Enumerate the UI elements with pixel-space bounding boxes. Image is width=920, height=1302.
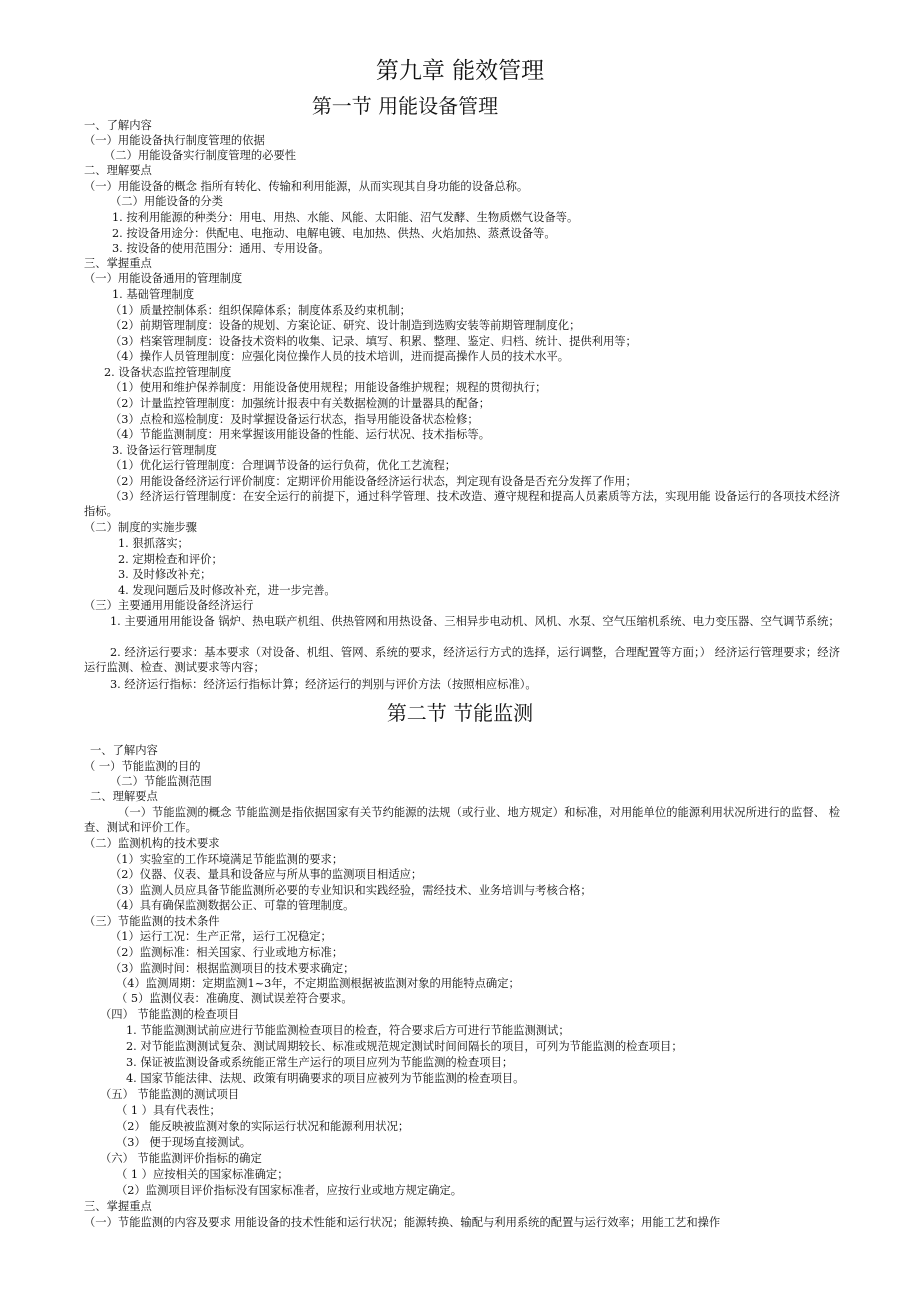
- s2-line: （二）监测机构的技术要求: [84, 837, 220, 850]
- s2-line: （三）节能监测的技术条件: [84, 915, 220, 928]
- s1-line: 3. 按设备的使用范围分：通用、专用设备。: [112, 242, 330, 255]
- s1-paragraph: （3）经济运行管理制度：在安全运行的前提下，通过科学管理、技术改造、遵守规程和提高人员素质等方法，实现用能 设备运行的各项技术经济指标。: [84, 490, 840, 519]
- s2-line: 2. 对节能监测测试复杂、测试周期较长、标准或规范规定测试时间间隔长的项目，可列为节能监测的检查项目；: [126, 1040, 683, 1053]
- s1-line: 3. 及时修改补充；: [118, 568, 212, 581]
- s1-line: （1）使用和维护保养制度：用能设备使用规程；用能设备维护规程；规程的贯彻执行；: [110, 381, 547, 394]
- s1-line: 2. 设备状态监控管理制度: [104, 366, 232, 379]
- s2-heading-understand: 一、了解内容: [90, 744, 158, 757]
- s1-line: （2）前期管理制度：设备的规划、方案论证、研究、设计制造到选购安装等前期管理制度化；: [110, 319, 581, 332]
- s2-paragraph: （一）节能监测的概念 节能监测是指依据国家有关节约能源的法规（或行业、地方规定）和标准，对用能单位的能源利用状况所进行的监督、 检查、测试和评价工作。: [84, 806, 840, 835]
- s2-line: （4）具有确保监测数据公正、可靠的管理制度。: [110, 899, 355, 912]
- s2-line: 4. 国家节能法律、法规、政策有明确要求的项目应被列为节能监测的检查项目。: [126, 1072, 525, 1085]
- s1-paragraph: 2. 经济运行要求：基本要求（对设备、机组、管网、系统的要求，经济运行方式的选择，运行调整，合理配置等方面；） 经济运行管理要求；经济运行监测、检查、测试要求等内容；: [84, 646, 840, 675]
- s1-heading-master: 三、掌握重点: [84, 257, 152, 270]
- s1-line: （一）用能设备执行制度管理的依据: [84, 134, 265, 147]
- s2-line: 1. 节能监测测试前应进行节能监测检查项目的检查，符合要求后方可进行节能监测测试；: [126, 1024, 570, 1037]
- s2-line: （ 5）监测仪表：准确度、测试误差符合要求。: [116, 992, 353, 1005]
- s1-line: （二）制度的实施步骤: [84, 521, 197, 534]
- s2-line: （3） 便于现场直接测试。: [116, 1136, 252, 1149]
- s1-line: （3）档案管理制度：设备技术资料的收集、记录、填写、积累、整理、鉴定、归档、统计、提供利用等；: [110, 335, 637, 348]
- s1-line: 2. 定期检查和评价；: [118, 553, 223, 566]
- s2-line: （2）仪器、仪表、量具和设备应与所从事的监测项目相适应；: [110, 868, 423, 881]
- s2-line: （二）节能监测范围: [110, 775, 212, 788]
- s2-heading-master: 三、掌握重点: [84, 1200, 152, 1213]
- s1-line: （3）点检和巡检制度：及时掌握设备运行状态，指导用能设备状态检修；: [110, 413, 479, 426]
- s2-line: （2）监测标准：相关国家、行业或地方标准；: [110, 946, 344, 959]
- s1-line: 4. 发现问题后及时修改补充，进一步完善。: [118, 584, 336, 597]
- s2-line: （4）监测周期：定期监测1~3年，不定期监测根据被监测对象的用能特点确定；: [116, 977, 520, 990]
- s1-line: 1. 按利用能源的种类分：用电、用热、水能、风能、太阳能、沼气发酵、生物质燃气设备等。: [112, 211, 579, 224]
- s2-line: （一）节能监测的内容及要求 用能设备的技术性能和运行状况；能源转换、输配与利用系统的配置与运行效率；用能工艺和操作: [84, 1216, 721, 1229]
- s2-line: （1）实验室的工作环境满足节能监测的要求；: [110, 853, 344, 866]
- s2-heading-comprehend: 二、理解要点: [90, 790, 158, 803]
- s2-line: （2）监测项目评价指标没有国家标准者，应按行业或地方规定确定。: [116, 1184, 463, 1197]
- s1-line: （二）用能设备的分类: [110, 195, 223, 208]
- s2-line: （3）监测人员应具备节能监测所必要的专业知识和实践经验，需经技术、业务培训与考核合格；: [110, 884, 592, 897]
- s1-paragraph: 1. 主要通用用能设备 锅炉、热电联产机组、供热管网和用热设备、三相异步电动机、风机、水泵、空气压缩机系统、电力变压器、空气调节系统；: [110, 615, 840, 628]
- s1-line: 3. 经济运行指标：经济运行指标计算；经济运行的判别与评价方法（按照相应标准）。: [110, 678, 537, 691]
- s2-line: （ 一）节能监测的目的: [84, 760, 201, 773]
- s2-line: 3. 保证被监测设备或系统能正常生产运行的项目应列为节能监测的检查项目；: [126, 1056, 514, 1069]
- s1-line: 1. 基础管理制度: [112, 288, 195, 301]
- section-2-title: 第二节 节能监测: [386, 701, 534, 725]
- s1-line: （2）计量监控管理制度：加强统计报表中有关数据检测的计量器具的配备；: [110, 397, 490, 410]
- s2-line: （ 1 ）应按相关的国家标准确定；: [116, 1168, 289, 1181]
- s1-line: （4）操作人员管理制度：应强化岗位操作人员的技术培训，进而提高操作人员的技术水平。: [110, 350, 570, 363]
- s2-line: （3）监测时间：根据监测项目的技术要求确定；: [110, 962, 355, 975]
- s1-line: 2. 按设备用途分：供配电、电拖动、电解电镀、电加热、供热、火焰加热、蒸煮设备等。: [112, 227, 556, 240]
- s1-line: （1）质量控制体系：组织保障体系；制度体系及约束机制；: [110, 304, 411, 317]
- s2-line: （四） 节能监测的检查项目: [100, 1008, 240, 1021]
- s2-line: （1）运行工况：生产正常，运行工况稳定；: [110, 930, 332, 943]
- s1-line: （2）用能设备经济运行评价制度：定期评价用能设备经济运行状态，判定现有设备是否充分发挥了作用；: [110, 475, 637, 488]
- s2-line: （2） 能反映被监测对象的实际运行状况和能源利用状况；: [116, 1120, 410, 1133]
- s1-heading-understand: 一、了解内容: [84, 119, 152, 132]
- s2-line: （六） 节能监测评价指标的确定: [100, 1152, 262, 1165]
- s1-line: （1）优化运行管理制度：合理调节设备的运行负荷，优化工艺流程；: [110, 459, 457, 472]
- chapter-title: 第九章 能效管理: [375, 58, 545, 84]
- s1-line: （一）用能设备通用的管理制度: [84, 272, 243, 285]
- s2-line: （五） 节能监测的测试项目: [100, 1088, 240, 1101]
- s1-line: （二）用能设备实行制度管理的必要性: [104, 149, 297, 162]
- section-1-title: 第一节 用能设备管理: [311, 94, 499, 118]
- s1-line: （三）主要通用用能设备经济运行: [84, 599, 254, 612]
- s1-line: （4）节能监测制度：用来掌握该用能设备的性能、运行状况、技术指标等。: [110, 428, 490, 441]
- s1-line: 1. 狠抓落实；: [118, 537, 189, 550]
- s1-heading-comprehend: 二、理解要点: [84, 164, 152, 177]
- s1-line: 3. 设备运行管理制度: [112, 444, 217, 457]
- s2-line: （ 1 ）具有代表性；: [116, 1104, 221, 1117]
- s1-line: （一）用能设备的概念 指所有转化、传输和利用能源，从而实现其自身功能的设备总称。: [84, 180, 529, 193]
